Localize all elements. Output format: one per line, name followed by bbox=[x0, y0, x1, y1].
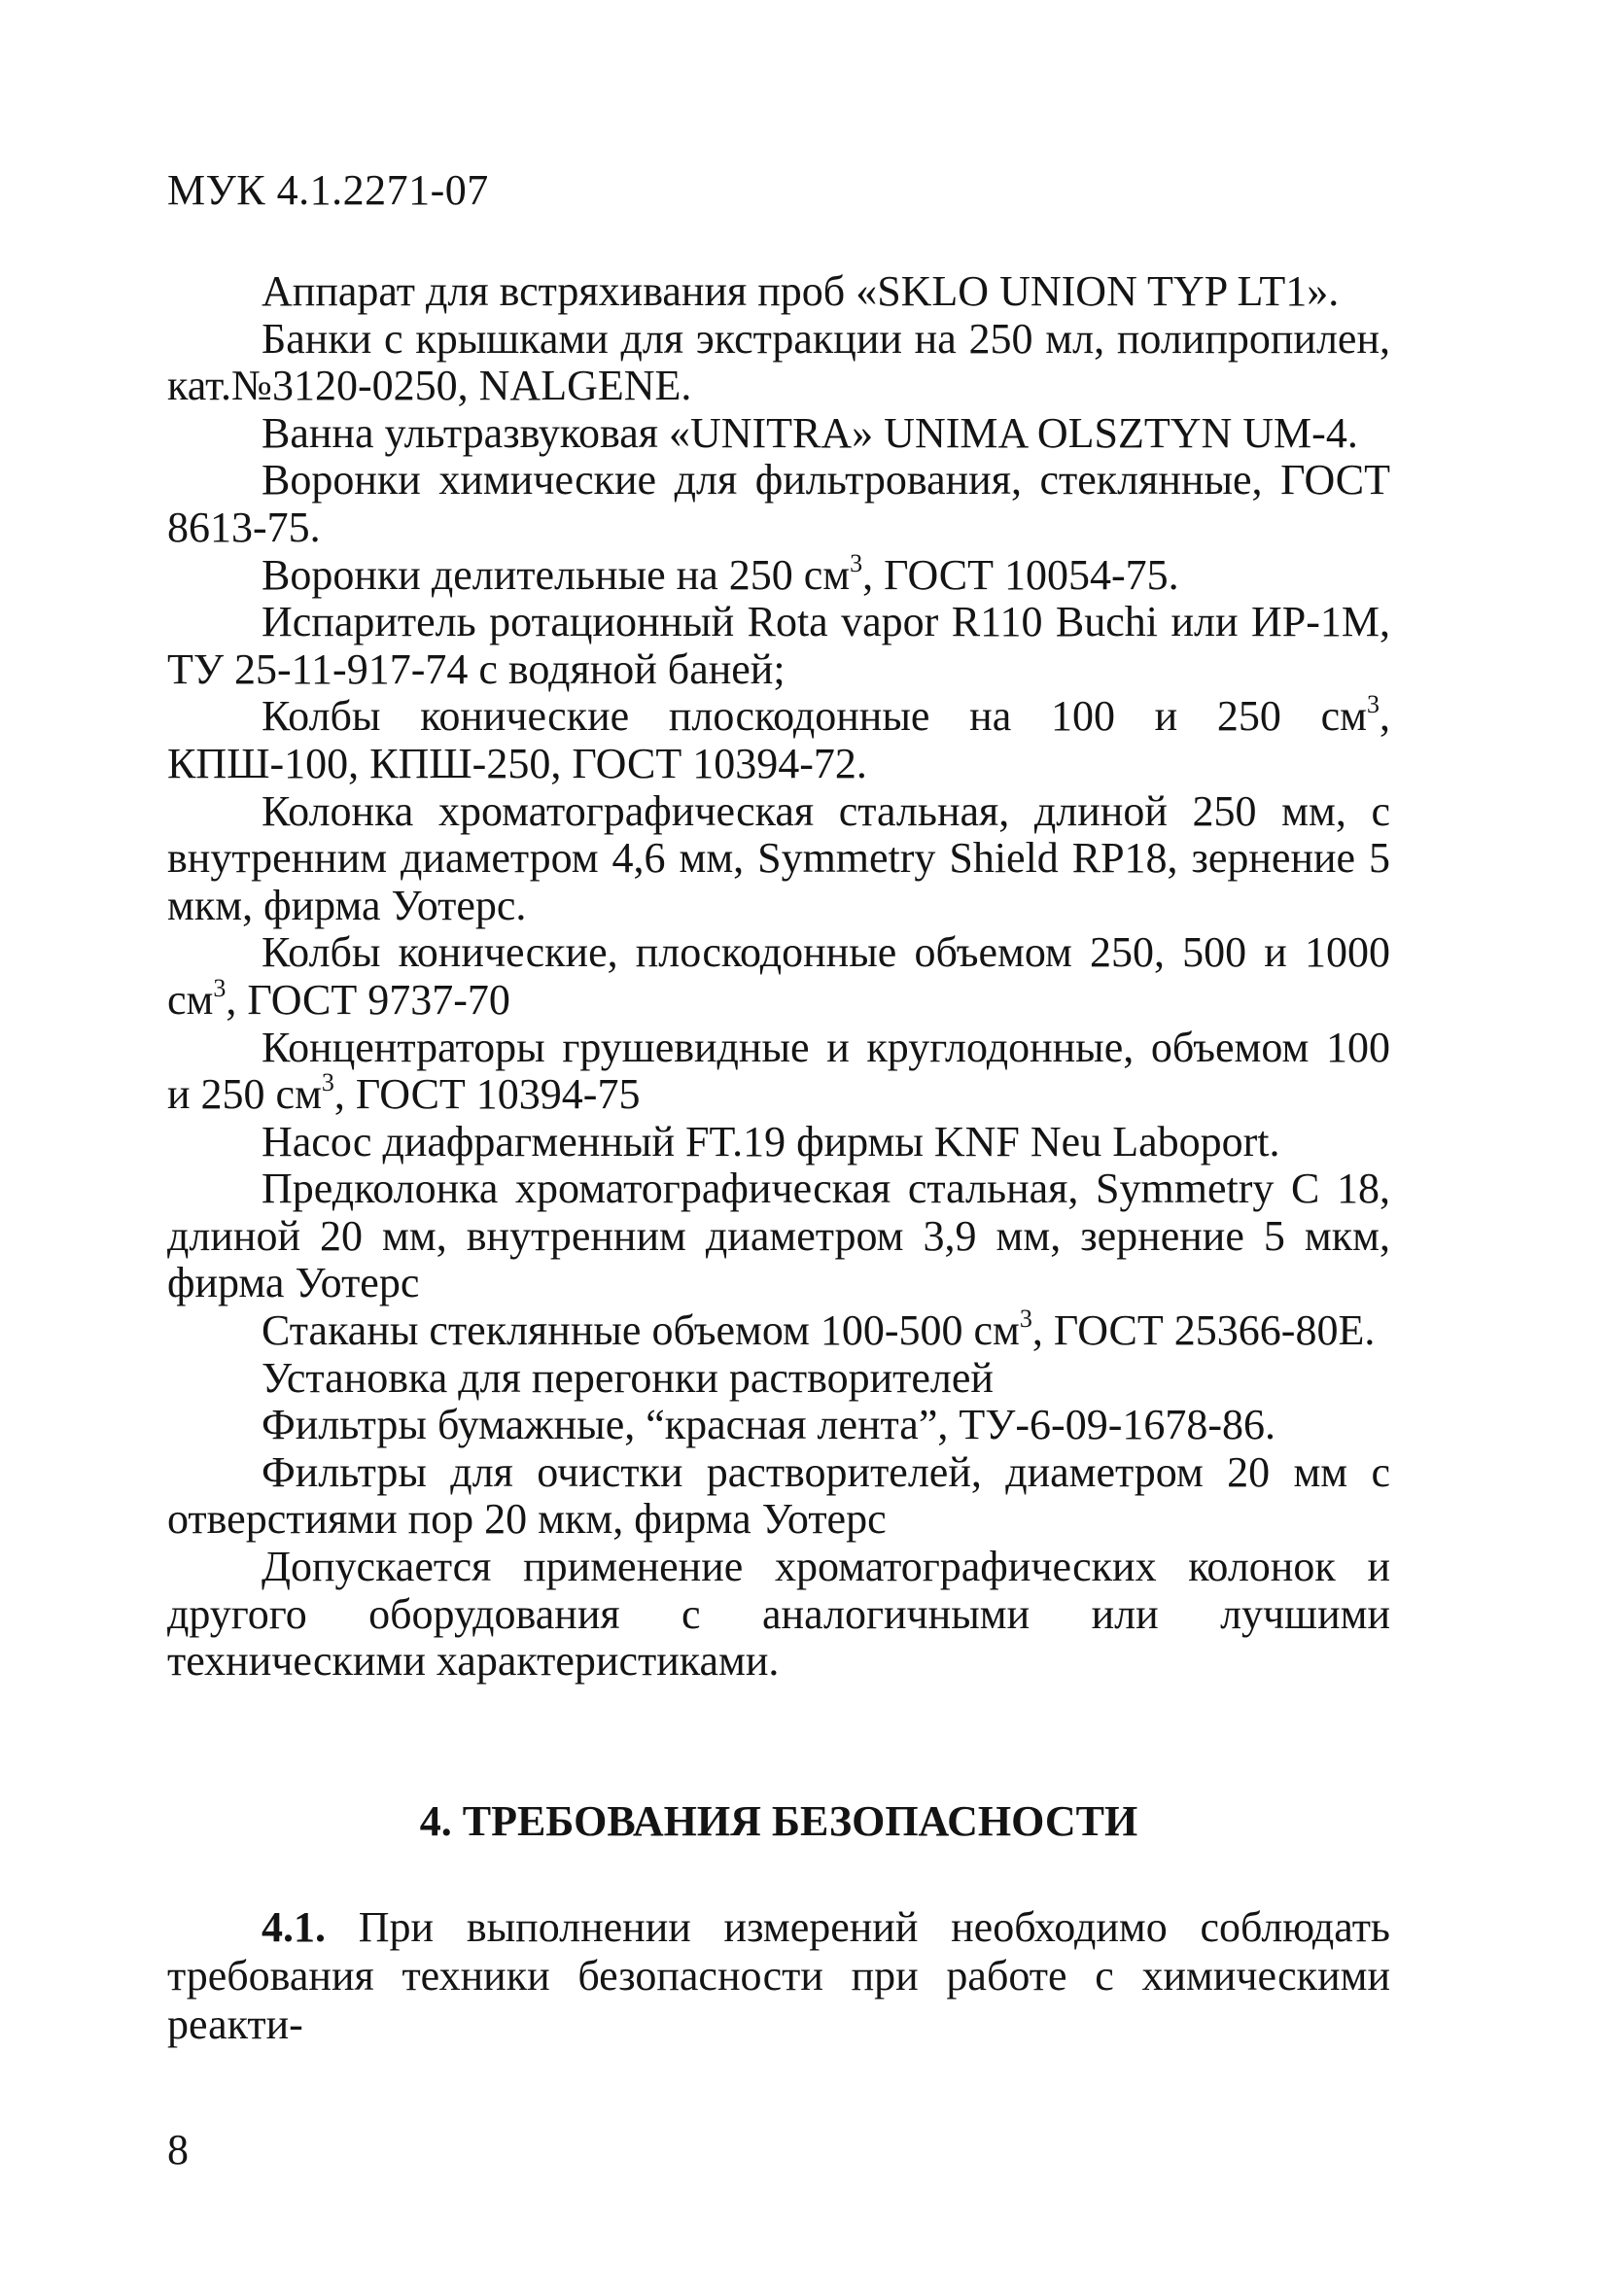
section-heading: 4. ТРЕБОВАНИЯ БЕЗОПАСНОСТИ bbox=[419, 1797, 1138, 1845]
text-span: , ГОСТ 10054-75. bbox=[862, 550, 1179, 599]
equipment-item-hplc-column: Колонка хроматографическая стальная, длиной 250 мм, с внутренним диаметром 4,6 мм, Symmetry Shield RP18, зернение 5 мкм, фирма Уотерс. bbox=[167, 786, 1390, 929]
superscript: 3 bbox=[213, 973, 227, 1002]
text-span: Колбы конические плоскодонные на 100 и 250 см bbox=[262, 692, 1367, 741]
text-span: Колбы конические, плоскодонные объемом 250, 500 и 1000 см bbox=[167, 928, 1390, 1024]
equipment-allowance-note: Допускается применение хроматографических колонок и другого оборудования с аналогичными или лучшими техническими характеристиками. bbox=[167, 1543, 1390, 1686]
equipment-list bbox=[167, 268, 1390, 1686]
item-number: 4.1. bbox=[262, 1903, 326, 1951]
text-span: , КПШ-100, КПШ-250, ГОСТ 10394-72. bbox=[167, 692, 1390, 787]
equipment-item-guard-column: Предколонка хроматографическая стальная, Symmetry C 18, длиной 20 мм, внутренним диаметром 3,9 мм, зернение 5 мкм, фирма Уотерс bbox=[167, 1165, 1390, 1307]
page-number: 8 bbox=[167, 2126, 189, 2174]
text-span: Стаканы стеклянные объемом 100-500 см bbox=[262, 1306, 1020, 1355]
equipment-item-ultrasonic-bath: Ванна ультразвуковая «UNITRA» UNIMA OLSZTYN UM-4. bbox=[262, 408, 1358, 457]
equipment-item-solvent-filters: Фильтры для очистки растворителей, диаметром 20 мм с отверстиями пор 20 мкм, фирма Уотерс bbox=[167, 1447, 1390, 1544]
item-text: При выполнении измерений необходимо соблюдать требования техники безопасности при работе с химическими реакти- bbox=[167, 1903, 1390, 2048]
equipment-item-funnels: Воронки химические для фильтрования, стеклянные, ГОСТ 8613-75. bbox=[167, 456, 1390, 551]
equipment-item-distillation-unit: Установка для перегонки растворителей bbox=[262, 1353, 994, 1402]
document-code-header: МУК 4.1.2271-07 bbox=[167, 166, 489, 214]
superscript: 3 bbox=[1367, 690, 1380, 719]
equipment-item-flat-bottom-flasks bbox=[167, 929, 1390, 1024]
equipment-item-conical-flasks bbox=[167, 690, 1390, 787]
equipment-item-beakers bbox=[167, 1307, 1390, 1355]
equipment-item-rotary-evaporator: Испаритель ротационный Rota vapor R110 Buchi или ИР-1М, ТУ 25-11-917-74 с водяной баней; bbox=[167, 598, 1390, 693]
equipment-item-pump: Насос диафрагменный FT.19 фирмы KNF Neu Laboport. bbox=[262, 1117, 1280, 1165]
equipment-item-jars: Банки с крышками для экстракции на 250 мл, полипропилен, кат.№3120-0250, NALGENE. bbox=[167, 314, 1390, 410]
equipment-item-concentrators bbox=[167, 1025, 1390, 1119]
equipment-item-separatory-funnels bbox=[167, 548, 1390, 600]
equipment-item-shaker: Аппарат для встряхивания проб «SKLO UNION TYP LT1». bbox=[262, 267, 1340, 315]
section-item-4-1 bbox=[167, 1903, 1390, 2049]
text-span: Концентраторы грушевидные и круглодонные, объемом 100 и 250 см bbox=[167, 1023, 1390, 1119]
text-span: , ГОСТ 10394-75 bbox=[333, 1070, 641, 1119]
superscript: 3 bbox=[1019, 1305, 1032, 1334]
text-span: Воронки делительные на 250 см bbox=[262, 550, 851, 599]
equipment-item-paper-filters: Фильтры бумажные, “красная лента”, ТУ-6-09-1678-86. bbox=[262, 1401, 1276, 1449]
superscript: 3 bbox=[321, 1068, 334, 1097]
text-span: , ГОСТ 9737-70 bbox=[226, 975, 510, 1024]
text-span: , ГОСТ 25366-80Е. bbox=[1031, 1306, 1376, 1355]
superscript: 3 bbox=[850, 548, 863, 577]
